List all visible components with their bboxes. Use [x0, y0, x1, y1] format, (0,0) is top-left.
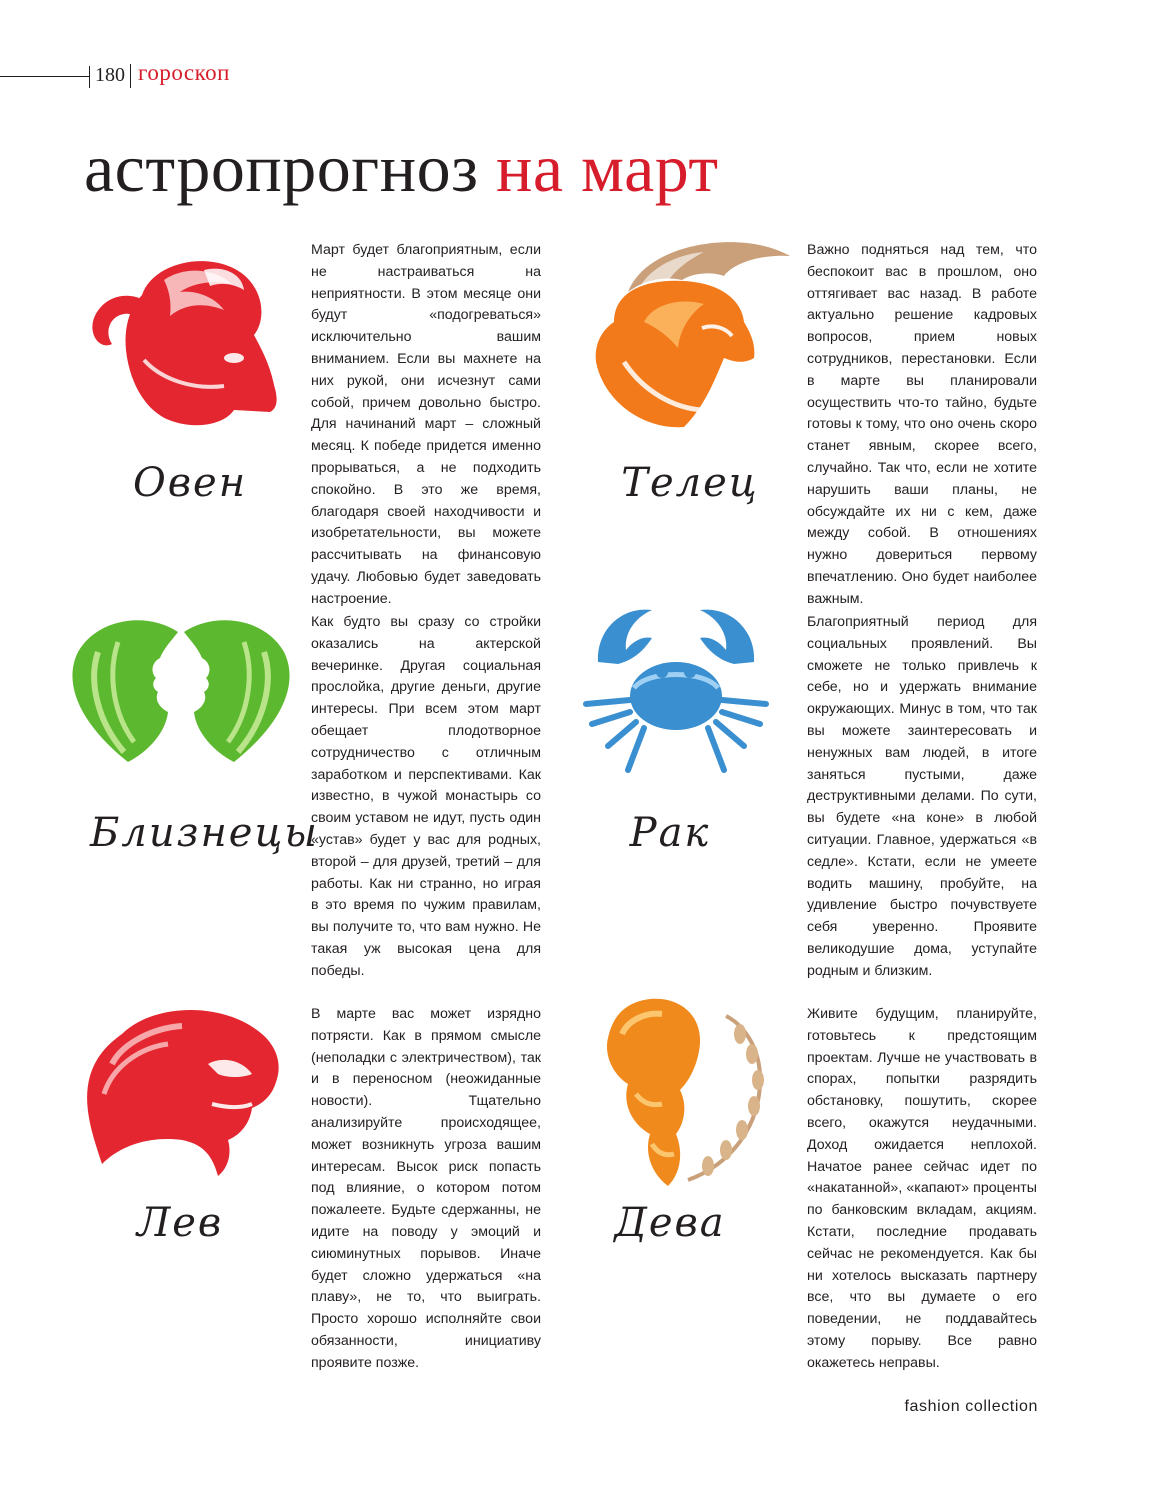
- bull-icon: [584, 232, 794, 442]
- header-rule: [0, 76, 89, 77]
- page-number: 180: [95, 64, 125, 86]
- header-separator: [130, 64, 131, 88]
- page-title: [84, 128, 719, 208]
- sign-text-cancer: Благоприятный период для социальных проявлений. Вы сможете не только привлечь к себе, но и удержать внимание окружающих. Минус в том, что так вы можете заинтересовать и ненужных вам людей, в итоге заняться пустыми, даже деструктивными делами. По сути, вы будете «на коне» в любой ситуации. Главное, удержаться «в седле». Кстати, если не умеете водить машину, пробуйте, на удивление быстро почувствуете себя уверенно. Проявите великодушие дома, уступайте родным и близким.: [807, 614, 1037, 979]
- sign-text-virgo: Живите будущим, планируйте, готовьтесь к предстоящим проектам. Лучше не участвовать в спорах, попытки разрядить обстановку, пошутить, скорее всего, окажутся неудачными. Доход ожидается неплохой. Начатое ранее сейчас идет по «накатанной», «капают» проценты по банковским вкладам, акциям. Кстати, последние продавать сейчас не рекомендуется. Как бы ни хотелось высказать партнеру все, что вы думаете о его поведении, не поддавайтесь этому порыву. Все равно окажетесь неправы.: [807, 1006, 1037, 1371]
- sign-name-taurus: Телец: [621, 460, 759, 506]
- section-name: гороскоп: [138, 60, 230, 85]
- lion-icon: [82, 1004, 282, 1182]
- title-accent: на март: [495, 130, 719, 206]
- virgin-icon: [592, 994, 768, 1190]
- sign-name-cancer: Рак: [629, 810, 711, 856]
- sign-text-aries: Март будет благоприятным, если не настраиваться на неприятности. В этом месяце они будут «подогреваться» исключительно вашим вниманием. Если вы махнете на них рукой, они исчезнут сами собой, причем довольно быстро. Для начинаний март – сложный месяц. К победе придется именно прорываться, а не подходить спокойно. В это же время, благодаря своей находчивости и изобретательности, вы можете рассчитывать на финансовую удачу. Любовью будет заведовать настроение.: [311, 242, 541, 607]
- magazine-brand: fashion collection: [904, 1398, 1038, 1415]
- sign-text-gemini: Как будто вы сразу со стройки оказались на актерской вечеринке. Другая социальная прослойка, другие деньги, другие интересы. При всем этом март обещает плодотворное сотрудничество с отличным заработком и перспективами. Как известно, в чужой монастырь со своим уставом не идут, пусть один «устав» будет у вас для родных, второй – для друзей, третий – для работы. Как ни странно, но играя в это время по чужим правилам, вы получите то, что вам нужно. Не такая уж высокая цена для победы.: [311, 614, 541, 979]
- sign-name-virgo: Дева: [614, 1200, 726, 1246]
- crab-icon: [578, 600, 774, 780]
- sign-text-leo: В марте вас может изрядно потрясти. Как в прямом смысле (неполадки с электричеством), так и в переносном (неожиданные новости). Тщательно анализируйте происходящее, может возникнуть угроза вашим интересам. Высок риск попасть под влияние, о котором потом пожалеете. Будьте сдержанны, не идите на поводу у эмоций и сиюминутных порывов. Иначе будет сложно удержаться «на плаву», не то, что выиграть. Просто хорошо исполняйте свои обязанности, инициативу проявите позже.: [311, 1006, 541, 1371]
- sign-name-gemini: Близнецы: [90, 810, 319, 856]
- title-main: астропрогноз: [84, 130, 479, 206]
- ram-icon: [84, 240, 284, 430]
- twins-icon: [68, 612, 294, 772]
- sign-text-taurus: Важно подняться над тем, что беспокоит вас в прошлом, оно оттягивает вас назад. В работе актуально решение кадровых вопросов, прием новых сотрудников, перестановки. Если в марте вы планировали осуществить что-то тайно, будьте готовы к тому, что оно очень скоро станет явным, скорее всего, случайно. Так что, если не хотите нарушить ваши планы, не обсуждайте их ни с кем, даже между собой. В отношениях нужно довериться первому впечатлению. Оно будет наиболее важным.: [807, 242, 1037, 607]
- sign-name-aries: Овен: [132, 460, 248, 506]
- sign-name-leo: Лев: [136, 1200, 224, 1246]
- header-tick: [89, 66, 90, 88]
